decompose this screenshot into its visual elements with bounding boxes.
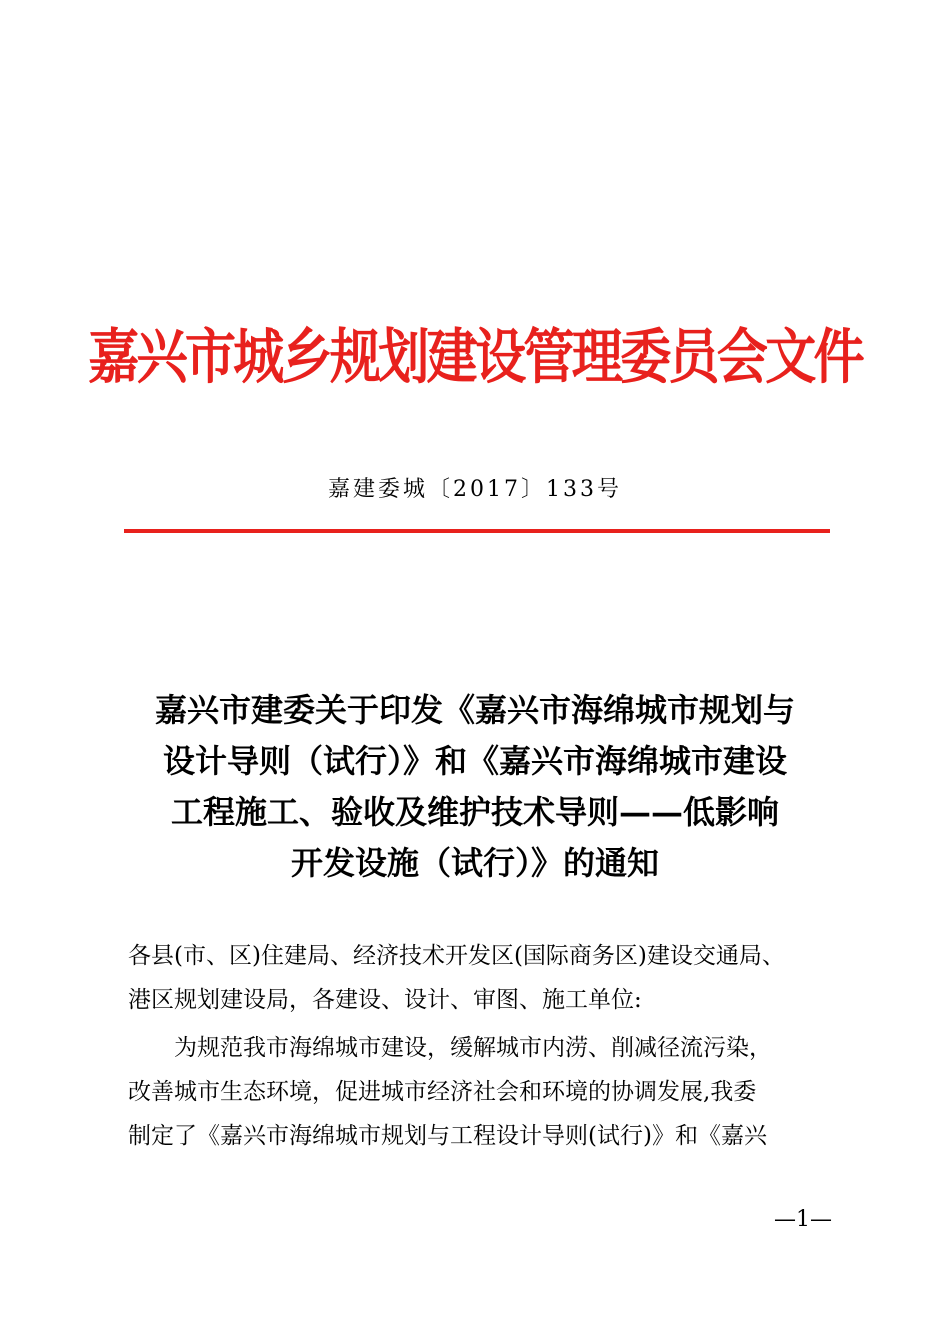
body-line: 改善城市生态环境，促进城市经济社会和环境的协调发展,我委 [128, 1079, 757, 1105]
recipients-line: 港区规划建设局，各建设、设计、审图、施工单位: [128, 987, 642, 1013]
issuing-authority-title: 嘉兴市城乡规划建设管理委员会文件 [88, 322, 862, 392]
body-paragraph [128, 1026, 848, 1158]
body-line: 制定了《嘉兴市海绵城市规划与工程设计导则(试行)》和《嘉兴 [128, 1123, 767, 1149]
page-number: —1— [774, 1207, 832, 1232]
notice-title-line: 嘉兴市建委关于印发《嘉兴市海绵城市规划与 [154, 691, 795, 729]
recipients-block [128, 934, 848, 1022]
notice-title-line: 工程施工、验收及维护技术导则——低影响 [170, 793, 779, 831]
document-number: 嘉建委城〔2017〕133号 [328, 477, 622, 502]
red-separator-line [124, 529, 830, 533]
notice-title [100, 685, 850, 889]
notice-title-line: 开发设施（试行）》的通知 [290, 844, 659, 882]
recipients-line: 各县(市、区)住建局、经济技术开发区(国际商务区)建设交通局、 [128, 943, 785, 969]
body-line: 为规范我市海绵城市建设，缓解城市内涝、削减径流污染， [174, 1035, 772, 1061]
notice-title-line: 设计导则（试行）》和《嘉兴市海绵城市建设 [162, 742, 787, 780]
